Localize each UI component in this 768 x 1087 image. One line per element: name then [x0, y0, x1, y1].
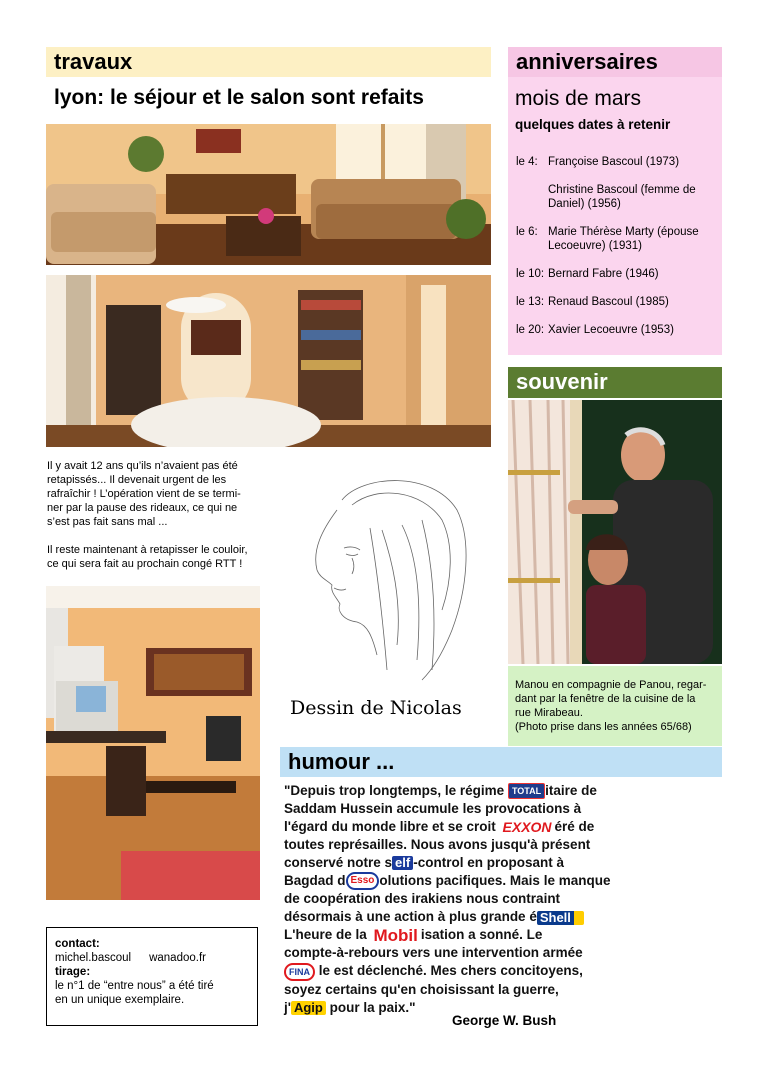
text-line: Il y avait 12 ans qu’ils n’avaient pas été: [47, 460, 238, 472]
section-anniversaires: anniversaires: [508, 47, 722, 77]
pencil-sketch-drawing: [282, 470, 482, 685]
souvenir-caption: [515, 678, 721, 734]
joke-line: Saddam Hussein accumule les provocations à: [284, 801, 582, 816]
section-souvenir: souvenir: [508, 367, 722, 398]
birthdays-subtitle: quelques dates à retenir: [515, 117, 671, 132]
caption-line: rue Mirabeau.: [515, 707, 583, 719]
tirage-line: en un unique exemplaire.: [55, 994, 185, 1006]
birthday-entry: Christine Bascoul (femme de Daniel) (1956): [548, 184, 696, 210]
joke-line: désormais à une action à plus grande é Shell: [284, 908, 724, 926]
fina-logo-icon: FINA: [284, 963, 315, 981]
text-line: ce qui sera fait au prochain congé RTT !: [47, 558, 243, 570]
exxon-logo-icon: EXXON: [502, 819, 552, 836]
joke-line: soyez certains qu'en choisissant la guerre,: [284, 981, 559, 997]
joke-signature: George W. Bush: [452, 1013, 557, 1028]
total-logo-icon: TOTAL: [508, 783, 545, 799]
joke-line: Bagdad d Esso olutions pacifiques. Mais le manque: [284, 872, 724, 890]
caption-line: dant par la fenêtre de la cuisine de la: [515, 693, 696, 705]
renovation-paragraph: [47, 459, 259, 571]
birthday-entry: le 13: Renaud Bascoul (1985): [516, 296, 669, 308]
mobil-logo-icon: Mobil: [373, 925, 418, 945]
contact-email[interactable]: [55, 951, 257, 965]
joke-line: toutes représailles. Nous avons jusqu'à présent: [284, 837, 591, 852]
agip-logo-icon: Agip: [291, 1001, 326, 1015]
joke-line: conservé notre s elf -control en proposant à: [284, 855, 564, 871]
salon-photo: [46, 275, 491, 447]
esso-logo-icon: Esso: [346, 872, 380, 890]
caption-line: (Photo prise dans les années 65/68): [515, 721, 692, 733]
souvenir-photo: [508, 400, 722, 664]
joke-line: L'heure de la Mobil isation a sonné. Le: [284, 925, 543, 945]
email-domain: wanadoo.fr: [149, 952, 206, 964]
birthday-entry: le 10: Bernard Fabre (1946): [516, 268, 659, 280]
section-humour: humour ...: [280, 747, 722, 777]
drawing-caption: Dessin de Nicolas: [290, 697, 462, 719]
text-line: ner par la pause des rideaux, ce qui ne: [47, 502, 238, 514]
text-line: Il reste maintenant à retapisser le couloir,: [47, 544, 248, 556]
section-travaux: travaux: [46, 47, 491, 77]
birthday-entry: le 4: Françoise Bascoul (1973): [516, 156, 680, 168]
tirage-label: tirage:: [55, 966, 91, 978]
birthday-entry: le 20: Xavier Lecoeuvre (1953): [516, 324, 674, 336]
living-room-photo: [46, 124, 491, 265]
caption-line: Manou en compagnie de Panou, regar-: [515, 679, 707, 691]
joke-line: "Depuis trop longtemps, le régime TOTAL itaire de: [284, 783, 597, 798]
page-headline: lyon: le séjour et le salon sont refaits: [54, 86, 424, 109]
elf-logo-icon: elf: [392, 856, 413, 870]
tirage-line: le n°1 de “entre nous” a été tiré: [55, 980, 214, 992]
study-room-photo: [46, 586, 260, 900]
contact-label: contact:: [55, 938, 100, 950]
birthday-entry: le 6: Marie Thérèse Marty (épouse Lecoeuvre) (1931): [516, 226, 699, 252]
joke-line: compte-à-rebours vers une intervention armée: [284, 945, 583, 961]
month-title: mois de mars: [515, 87, 642, 110]
contact-box: [46, 927, 258, 1026]
joke-line: de coopération des irakiens nous contraint: [284, 891, 561, 907]
humour-text: [284, 782, 724, 1017]
text-line: retapissés... Il devenait urgent de les: [47, 474, 227, 486]
joke-line: l'égard du monde libre et se croit EXXON éré de: [284, 819, 595, 836]
text-line: rafraîchir ! L’opération vient de se termi-: [47, 488, 241, 500]
email-user: michel.bascoul: [55, 952, 132, 964]
joke-line: j' Agip pour la paix.": [284, 999, 416, 1016]
text-line: s’est pas fait sans mal ...: [47, 516, 168, 528]
joke-line: FINA le est déclenché. Mes chers concitoyens,: [284, 962, 724, 980]
shell-logo-icon: Shell: [537, 911, 584, 925]
